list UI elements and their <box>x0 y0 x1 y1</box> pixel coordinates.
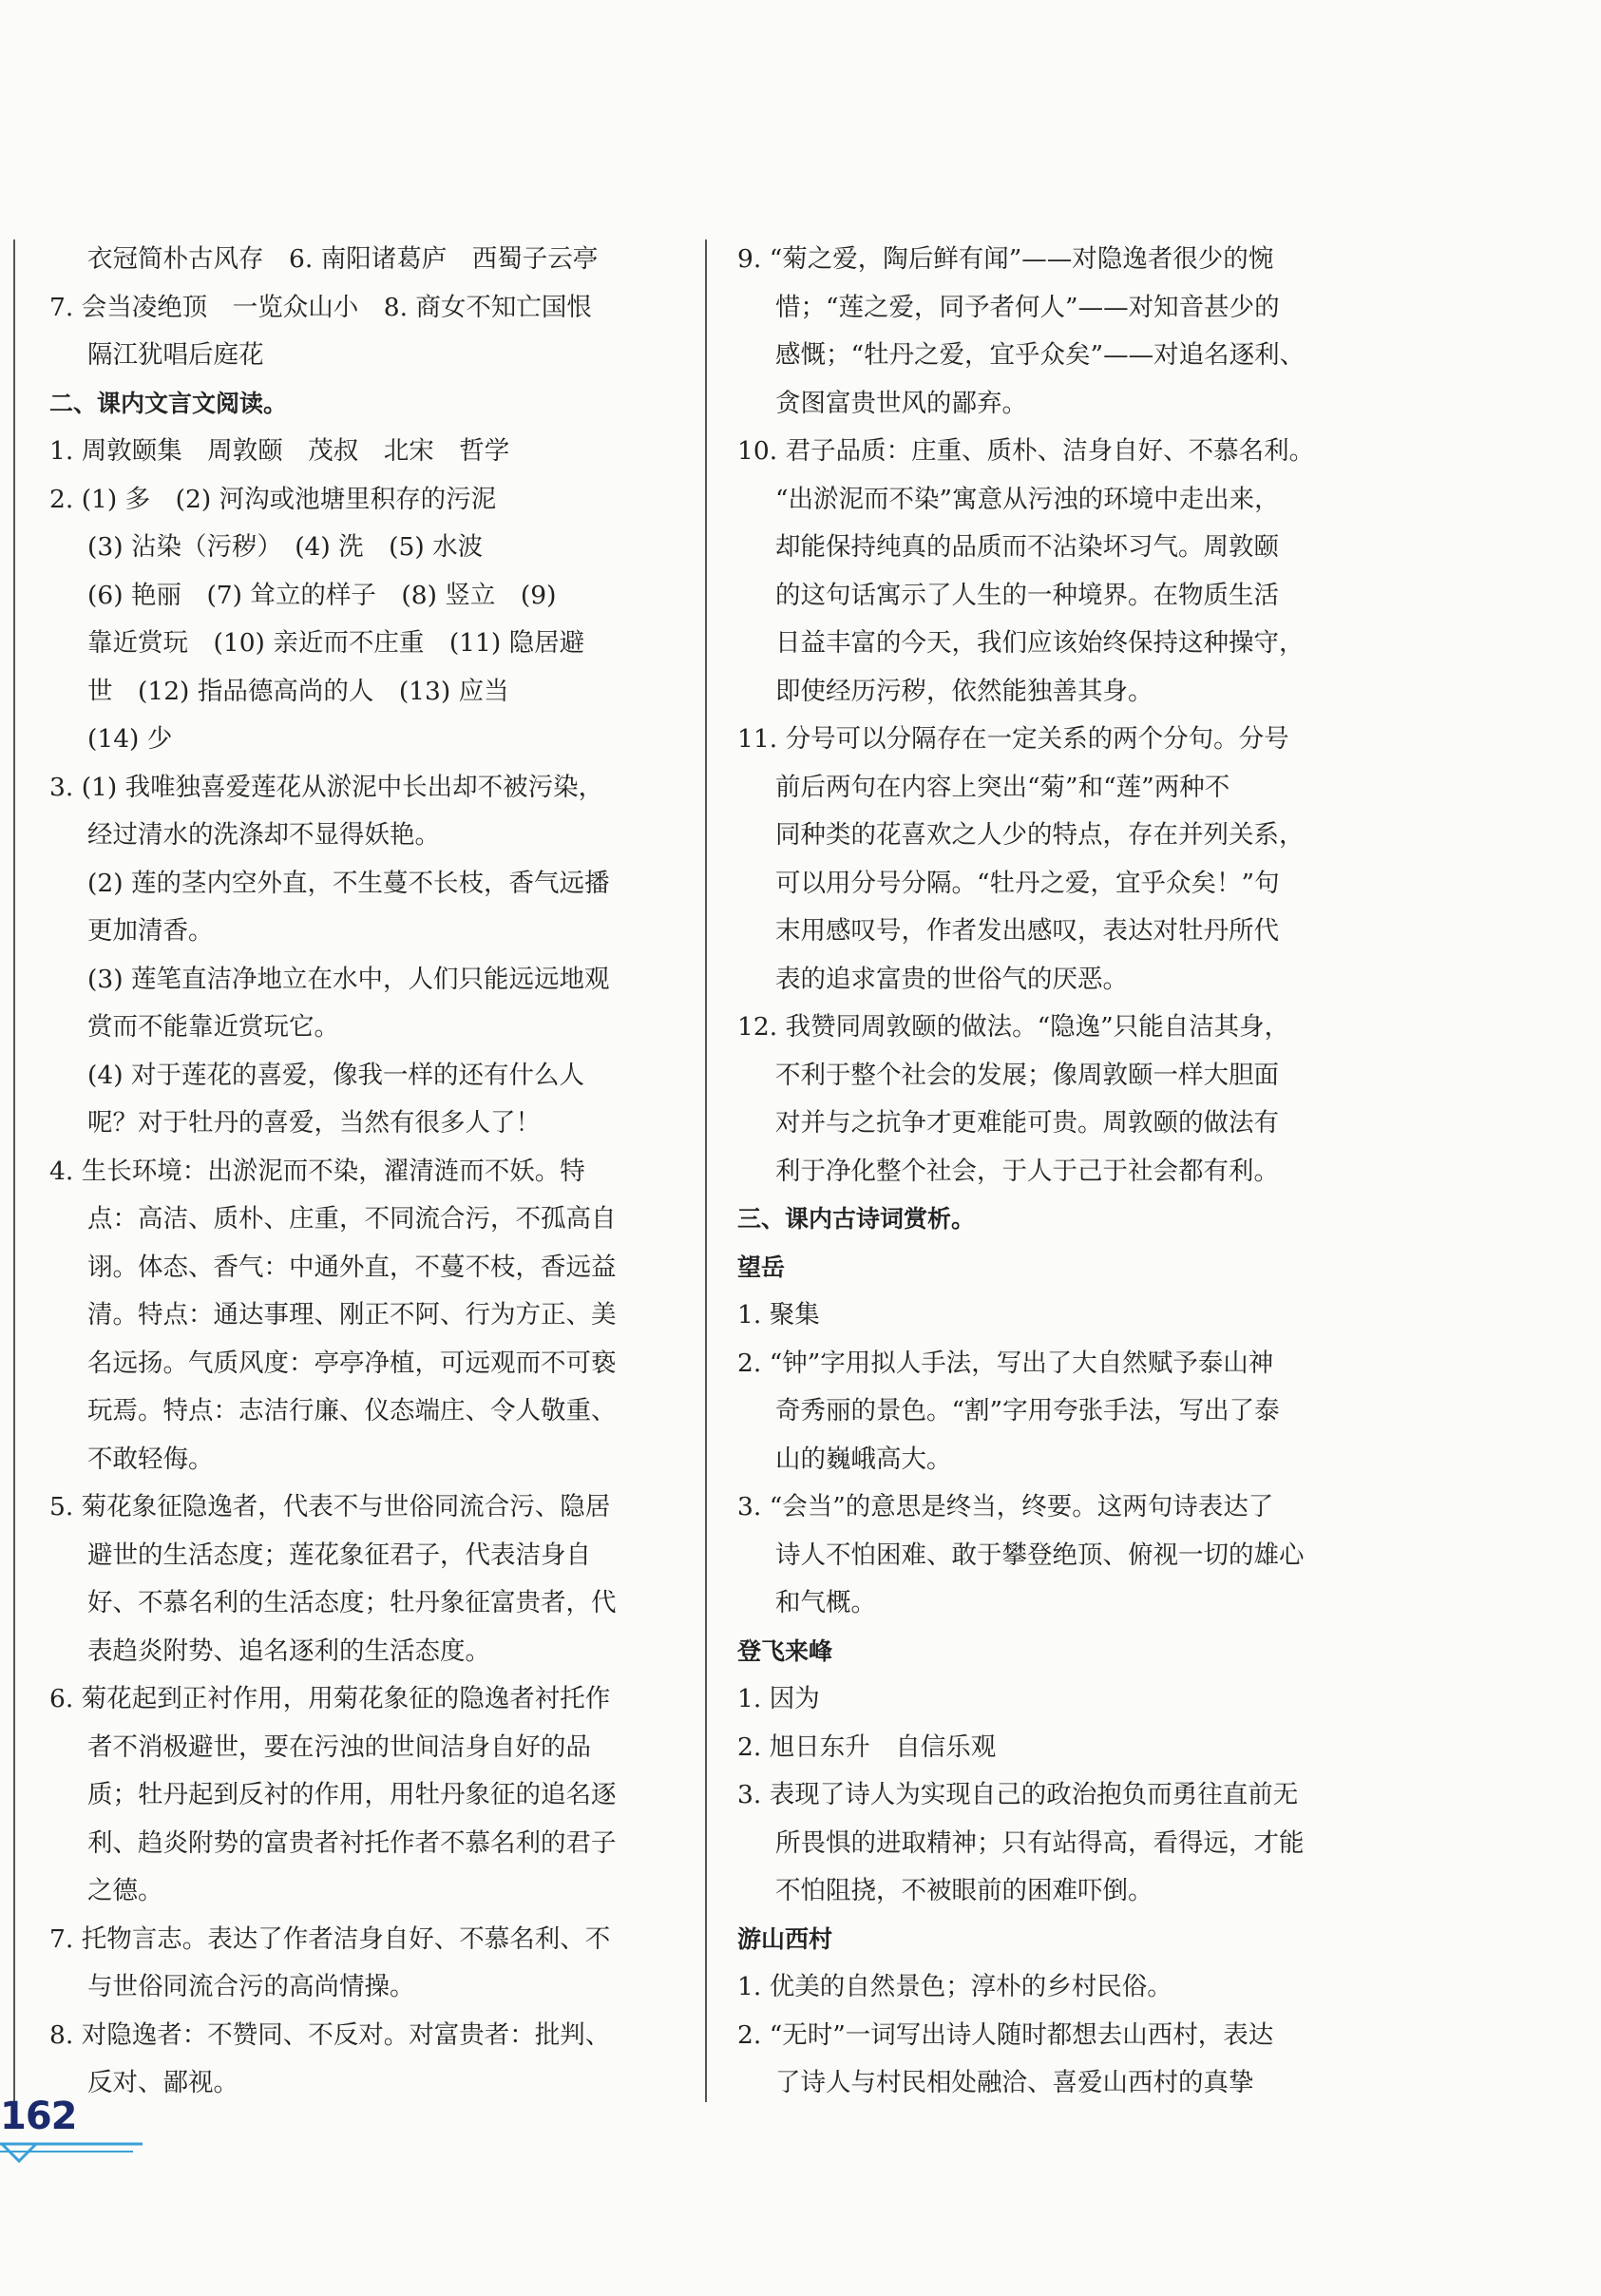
answer-line: 清。特点：通达事理、刚正不阿、行为方正、美 <box>87 1300 617 1330</box>
answer-line: 避世的生活态度；莲花象征君子，代表洁身自 <box>87 1540 591 1570</box>
answer-line: 之德。 <box>87 1876 163 1905</box>
answer-line: (2) 莲的茎内空外直，不生蔓不长枝，香气远播 <box>87 868 610 898</box>
answer-line: 不利于整个社会的发展；像周敦颐一样大胆面 <box>775 1060 1279 1090</box>
answer-line: 11. 分号可以分隔存在一定关系的两个分句。分号 <box>737 724 1289 754</box>
answer-line: 6. 菊花起到正衬作用，用菊花象征的隐逸者衬托作 <box>49 1684 611 1713</box>
answer-line: 5. 菊花象征隐逸者，代表不与世俗同流合污、隐居 <box>49 1492 611 1521</box>
answer-line: 日益丰富的今天，我们应该始终保持这种操守， <box>775 628 1305 658</box>
answer-line: 质；牡丹起到反衬的作用，用牡丹象征的追名逐 <box>87 1780 617 1809</box>
answer-line: 与世俗同流合污的高尚情操。 <box>87 1972 415 2001</box>
answer-line: 所畏惧的进取精神；只有站得高，看得远，才能 <box>775 1827 1305 1858</box>
answer-line: 2. “无时”一词写出诗人随时都想去山西村，表达 <box>737 2019 1274 2050</box>
poem-title: 望岳 <box>737 1253 786 1281</box>
answer-line: 12. 我赞同周敦颐的做法。“隐逸”只能自洁其身， <box>737 1012 1290 1042</box>
answer-line: 对并与之抗争才更难能可贵。周敦颐的做法有 <box>775 1108 1279 1138</box>
answer-line: 表的追求富贵的世俗气的厌恶。 <box>775 964 1128 994</box>
answer-line: 赏而不能靠近赏玩它。 <box>87 1012 339 1042</box>
answer-line: 2. 旭日东升 自信乐观 <box>737 1732 997 1762</box>
right-column <box>737 236 1355 2108</box>
answer-line: 诗人不怕困难、敢于攀登绝顶、俯视一切的雄心 <box>775 1540 1305 1570</box>
answer-line: 1. 因为 <box>737 1684 820 1713</box>
page-number-decoration <box>0 2138 152 2167</box>
section-heading: 三、课内古诗词赏析。 <box>737 1205 976 1233</box>
answer-line: 1. 周敦颐集 周敦颐 茂叔 北宋 哲学 <box>49 436 510 466</box>
answer-line: (3) 沾染（污秽） (4) 洗 (5) 水波 <box>87 532 484 562</box>
poem-title: 登飞来峰 <box>737 1636 833 1665</box>
answer-line: 3. 表现了诗人为实现自己的政治抱负而勇往直前无 <box>737 1780 1299 1809</box>
section-heading: 二、课内文言文阅读。 <box>49 389 288 417</box>
answer-line: 9. “菊之爱，陶后鲜有闻”——对隐逸者很少的惋 <box>737 244 1274 274</box>
answer-line: 7. 托物言志。表达了作者洁身自好、不慕名利、不 <box>49 1923 611 1954</box>
answer-line: 奇秀丽的景色。“割”字用夸张手法，写出了泰 <box>775 1396 1280 1425</box>
answer-line: 经过清水的洗涤却不显得妖艳。 <box>87 820 440 850</box>
answer-line: 同种类的花喜欢之人少的特点，存在并列关系， <box>775 820 1305 850</box>
answer-line: 的这句话寓示了人生的一种境界。在物质生活 <box>775 580 1279 610</box>
column-divider <box>705 239 707 2102</box>
answer-line: 更加清香。 <box>87 916 214 946</box>
answer-line: 表趋炎附势、追名逐利的生活态度。 <box>87 1636 490 1666</box>
answer-line: (4) 对于莲花的喜爱，像我一样的还有什么人 <box>87 1060 584 1090</box>
answer-line: 2. (1) 多 (2) 河沟或池塘里积存的污泥 <box>49 484 497 514</box>
page-number: 162 <box>0 2095 77 2138</box>
answer-line: 衣冠简朴古风存 6. 南阳诸葛庐 西蜀子云亭 <box>87 244 599 274</box>
answer-line: 3. “会当”的意思是终当，终要。这两句诗表达了 <box>737 1492 1274 1521</box>
answer-line: 反对、鄙视。 <box>87 2068 238 2097</box>
answer-line: 惜；“莲之爱，同予者何人”——对知音甚少的 <box>775 292 1280 322</box>
answer-line: (6) 艳丽 (7) 耸立的样子 (8) 竖立 (9) <box>87 580 557 610</box>
left-margin-rule <box>13 239 15 2102</box>
answer-line: 末用感叹号，作者发出感叹，表达对牡丹所代 <box>775 916 1279 946</box>
answer-line: 呢？对于牡丹的喜爱，当然有很多人了！ <box>87 1108 541 1138</box>
answer-line: 不怕阻挠，不被眼前的困难吓倒。 <box>775 1876 1153 1905</box>
answer-line: 隔江犹唱后庭花 <box>87 340 264 370</box>
answer-line: 即使经历污秽，依然能独善其身。 <box>775 676 1153 706</box>
answer-line: 靠近赏玩 (10) 亲近而不庄重 (11) 隐居避 <box>87 628 585 658</box>
answer-line: 利、趋炎附势的富贵者衬托作者不慕名利的君子 <box>87 1827 617 1858</box>
answer-line: 却能保持纯真的品质而不沾染坏习气。周敦颐 <box>775 532 1279 562</box>
answer-line: 8. 对隐逸者：不赞同、不反对。对富贵者：批判、 <box>49 2019 611 2050</box>
answer-line: 2. “钟”字用拟人手法，写出了大自然赋予泰山神 <box>737 1348 1274 1378</box>
answer-line: “出淤泥而不染”寓意从污浊的环境中走出来， <box>775 484 1280 514</box>
answer-line: 贪图富贵世风的鄙弃。 <box>775 388 1027 418</box>
answer-line: 了诗人与村民相处融洽、喜爱山西村的真挚 <box>775 2068 1254 2097</box>
answer-line: 利于净化整个社会，于人于己于社会都有利。 <box>775 1156 1279 1186</box>
answer-line: 和气概。 <box>775 1588 876 1617</box>
answer-line: 点：高洁、质朴、庄重，不同流合污，不孤高自 <box>87 1204 617 1234</box>
poem-title: 游山西村 <box>737 1924 833 1953</box>
answer-line: 前后两句在内容上突出“菊”和“莲”两种不 <box>775 772 1230 802</box>
left-column <box>49 236 677 2108</box>
answer-line: 世 (12) 指品德高尚的人 (13) 应当 <box>87 676 509 706</box>
answer-line: 10. 君子品质：庄重、质朴、洁身自好、不慕名利。 <box>737 436 1315 466</box>
answer-line: 1. 聚集 <box>737 1300 820 1330</box>
answer-line: 1. 优美的自然景色；淳朴的乡村民俗。 <box>737 1972 1172 2001</box>
answer-line: 好、不慕名利的生活态度；牡丹象征富贵者，代 <box>87 1588 617 1617</box>
answer-line: 不敢轻侮。 <box>87 1444 214 1474</box>
answer-line: 3. (1) 我唯独喜爱莲花从淤泥中长出却不被污染， <box>49 772 604 802</box>
answer-line: 者不消极避世，要在污浊的世间洁身自好的品 <box>87 1732 591 1762</box>
answer-line: 感慨；“牡丹之爱，宜乎众矣”——对追名逐利、 <box>775 340 1306 370</box>
answer-line: 4. 生长环境：出淤泥而不染，濯清涟而不妖。特 <box>49 1156 585 1186</box>
answer-line: (3) 莲笔直洁净地立在水中，人们只能远远地观 <box>87 964 610 994</box>
answer-line: 名远扬。气质风度：亭亭净植，可远观而不可亵 <box>87 1348 617 1378</box>
answer-line: 可以用分号分隔。“牡丹之爱，宜乎众矣！”句 <box>775 868 1280 898</box>
answer-line: 7. 会当凌绝顶 一览众山小 8. 商女不知亡国恨 <box>49 292 592 322</box>
answer-line: 玩焉。特点：志洁行廉、仪态端庄、令人敬重、 <box>87 1396 617 1425</box>
answer-line: 诩。体态、香气：中通外直，不蔓不枝，香远益 <box>87 1252 617 1282</box>
answer-line: 山的巍峨高大。 <box>775 1444 952 1474</box>
answer-line: (14) 少 <box>87 724 173 754</box>
